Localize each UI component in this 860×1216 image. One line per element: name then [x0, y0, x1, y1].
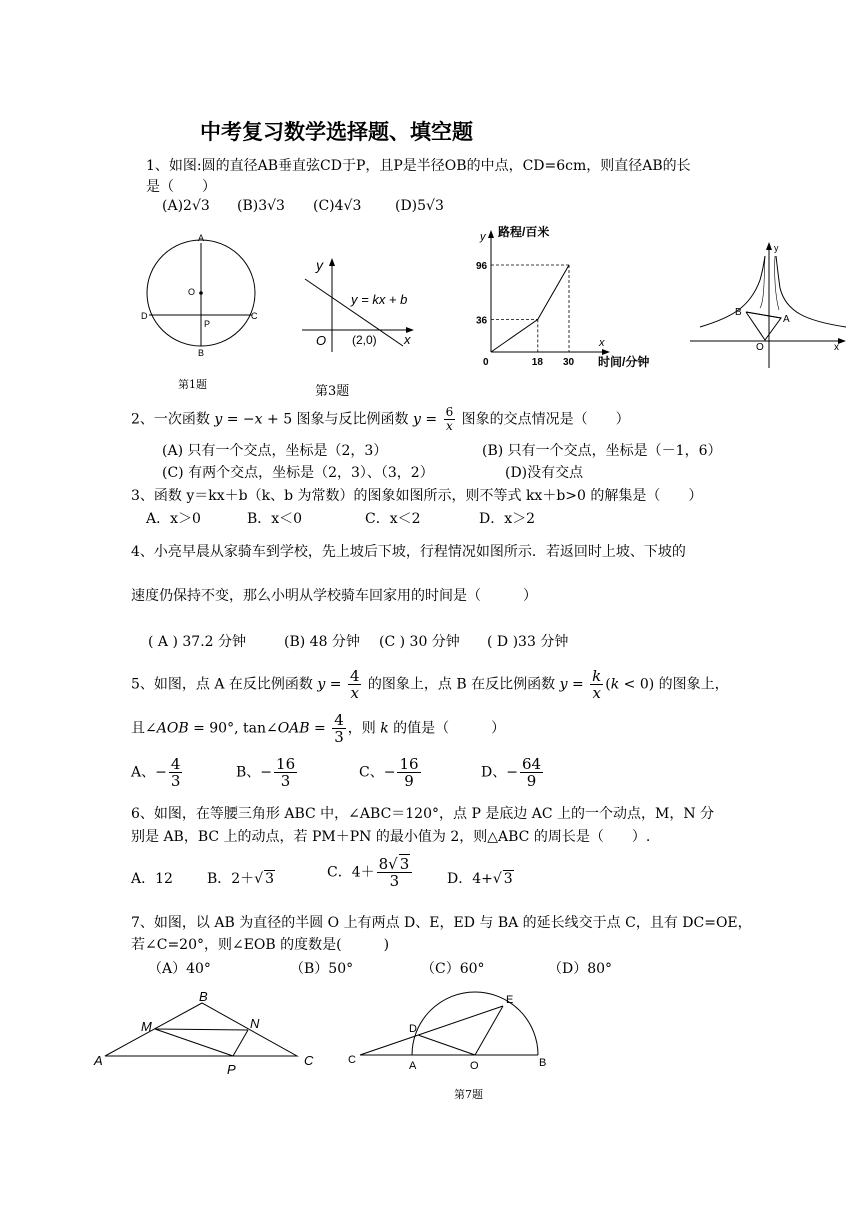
- fig5-label-a: A: [783, 314, 790, 325]
- q3-text: 3、函数 y＝kx＋b（k、b 为常数）的图象如图所示，则不等式 kx＋b>0 的解集是（ ）: [131, 488, 703, 504]
- q3-option-d: D．x＞2: [479, 511, 536, 527]
- fig6-label-m: M: [141, 1019, 152, 1034]
- q5-text: 5、如图，点 A 在反比例函数 y = $\frac{4}{x}$ 的图象上，点 B 在反比例函数 y = $\frac{k}{x}$ (k < 0) 的图象上，: [131, 667, 729, 702]
- q1-option-c: (C)4√3: [313, 198, 362, 214]
- q2-option-c: (C) 有两个交点，坐标是（2，3）、（3，2）: [162, 465, 434, 481]
- q4-option-d: ( D )33 分钟: [487, 634, 569, 650]
- page-title: 中考复习数学选择题、填空题: [200, 120, 473, 144]
- q4-line1: 4、小亮早晨从家骑车到学校，先上坡后下坡，行程情况如图所示．若返回时上坡、下坡的: [131, 544, 686, 560]
- fig7-label-o: O: [470, 1060, 479, 1072]
- fig7-label-c: C: [348, 1054, 356, 1066]
- q6-option-a: A．12: [131, 871, 173, 887]
- q7-option-d: （D）80°: [548, 961, 613, 977]
- q4-option-a: ( A ) 37.2 分钟: [148, 634, 247, 650]
- fig3-label-x: x: [404, 332, 411, 347]
- fig1-label-o: O: [188, 287, 196, 297]
- q6-option-c: C．4＋ $\frac{8√ 3}{3}$: [327, 856, 414, 889]
- fig1-label-p: P: [204, 319, 211, 329]
- fig3-equation: y = kx + b: [351, 292, 408, 307]
- fig5-label-b: B: [735, 307, 742, 318]
- chart-x-tick: 0: [483, 357, 489, 368]
- fig5-label-o: O: [756, 342, 764, 353]
- chart-x-tick: 18: [531, 357, 543, 368]
- q7-line2: 若∠C=20°，则∠EOB 的度数是( ): [131, 937, 390, 953]
- q5-option-b: B、− $\frac{16}{3}$: [236, 755, 296, 790]
- fig3-label-y: y: [316, 257, 323, 273]
- fig6-label-b: B: [199, 989, 208, 1004]
- q2-option-a: (A) 只有一个交点，坐标是（2，3）: [162, 443, 388, 459]
- q5-option-d: D、− $\frac{64}{9}$: [481, 755, 542, 790]
- chart-x-tick: 30: [563, 357, 575, 368]
- q5-option-a: A、− $\frac{4}{3}$: [131, 755, 181, 790]
- q1-option-d: (D)5√3: [395, 198, 444, 214]
- fig4-x-axis-letter: x: [599, 337, 605, 349]
- fig7-label-b: B: [539, 1057, 547, 1069]
- chart-y-tick: 96: [476, 261, 488, 272]
- fig3-caption: 第3题: [315, 384, 350, 399]
- fig1-label-d: D: [141, 311, 148, 321]
- q5-option-c: C、− $\frac{16}{9}$: [359, 755, 419, 790]
- q3-option-b: B．x＜0: [247, 511, 303, 527]
- fig7-label-d: D: [409, 1023, 417, 1035]
- fig3-point: (2,0): [352, 333, 377, 347]
- q2-option-d: (D)没有交点: [505, 465, 584, 481]
- q1-cont: 是（ ）: [146, 179, 216, 195]
- fig4-y-axis-letter: y: [480, 231, 486, 243]
- q3-option-a: A．x＞0: [146, 511, 201, 527]
- q3-option-c: C．x＜2: [365, 511, 421, 527]
- fig1-label-c: C: [251, 311, 258, 321]
- fig7-caption: 第7题: [454, 1088, 483, 1101]
- fig6-label-p: P: [227, 1062, 236, 1077]
- q2-text: 2、一次函数 y = −x + 5 图象与反比例函数 y = $\frac{6}{x}$ 图象的交点情况是（ ）: [131, 405, 630, 433]
- q1-option-a: (A)2√3: [162, 198, 210, 214]
- fig5-label-x: x: [834, 342, 839, 353]
- fig5-label-y: y: [774, 243, 779, 253]
- fig3-label-o: O: [316, 333, 327, 348]
- fig7-label-a: A: [409, 1060, 417, 1072]
- fig7-label-e: E: [506, 994, 514, 1006]
- q5-condition: 且∠AOB = 90°, tan∠OAB = $\frac{4}{3}$ ，则 k 的值是（ ）: [131, 711, 506, 746]
- q6-option-d: D．4+√ 3: [447, 871, 513, 887]
- q4-line2: 速度仍保持不变，那么小明从学校骑车回家用的时间是（ ）: [131, 588, 537, 604]
- q7-option-a: （A）40°: [148, 961, 211, 977]
- q6-option-b: B．2＋√ 3: [207, 871, 275, 887]
- chart-y-tick: 36: [476, 315, 488, 327]
- q6-line1: 6、如图，在等腰三角形 ABC 中，∠ABC＝120°，点 P 是底边 AC 上的一个动点，M，N 分: [131, 806, 715, 822]
- q2-option-b: (B) 只有一个交点，坐标是（－1，6）: [482, 443, 722, 459]
- fig1-label-a: A: [198, 233, 205, 243]
- fig1-caption: 第1题: [178, 378, 207, 391]
- fig6-label-n: N: [250, 1016, 260, 1031]
- fig1-label-b: B: [198, 348, 205, 358]
- fig4-ylabel: 路程/百米: [498, 225, 550, 239]
- fig6-label-a: A: [94, 1053, 103, 1068]
- fig4-xlabel: 时间/分钟: [598, 355, 650, 369]
- q7-option-c: （C）60°: [421, 961, 485, 977]
- q1-text: 1、如图:圆的直径AB垂直弦CD于P，且P是半径OB的中点，CD=6cm，则直径AB的长: [146, 158, 691, 174]
- q6-line2: 别是 AB，BC 上的动点，若 PM＋PN 的最小值为 2，则△ABC 的周长是（ ）.: [131, 829, 651, 845]
- q7-option-b: （B）50°: [290, 961, 354, 977]
- q4-option-c: (C ) 30 分钟: [379, 634, 460, 650]
- q4-option-b: (B) 48 分钟: [284, 634, 360, 650]
- q1-option-b: (B)3√3: [237, 198, 285, 214]
- fig6-label-c: C: [304, 1053, 314, 1068]
- q7-line1: 7、如图，以 AB 为直径的半圆 O 上有两点 D、E，ED 与 BA 的延长线交于点 C，且有 DC=OE，: [131, 915, 752, 931]
